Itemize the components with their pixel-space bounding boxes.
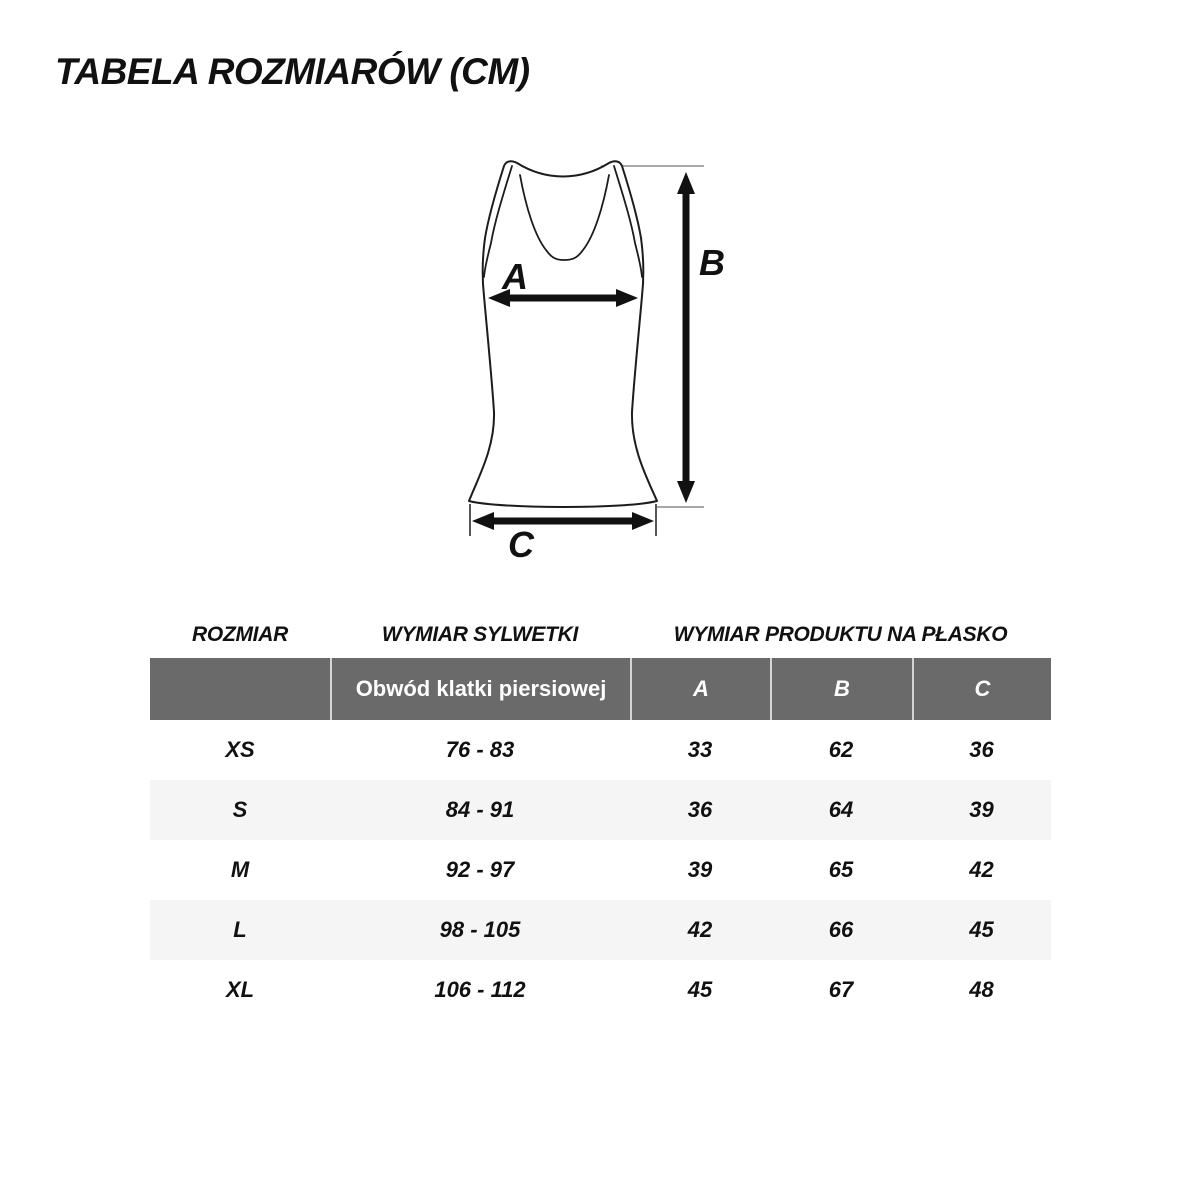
a-value: 45 bbox=[687, 977, 713, 1002]
c-value: 39 bbox=[969, 797, 994, 822]
chest-value: 76 - 83 bbox=[445, 737, 515, 762]
measurement-arrow-b bbox=[677, 172, 695, 503]
table-row-l bbox=[150, 900, 1051, 960]
table-row-m bbox=[150, 840, 1051, 900]
table-row-xl bbox=[150, 960, 1051, 1020]
group-header-wymiar-produktu: WYMIAR PRODUKTU NA PŁASKO bbox=[673, 623, 1008, 646]
table-header-row bbox=[150, 658, 1051, 720]
a-value: 36 bbox=[687, 797, 713, 822]
b-value: 67 bbox=[828, 977, 854, 1002]
a-value: 33 bbox=[687, 737, 713, 762]
tank-top-measurement-diagram bbox=[430, 140, 750, 575]
c-value: 36 bbox=[969, 737, 994, 762]
b-value: 62 bbox=[828, 737, 854, 762]
size-label: M bbox=[230, 857, 250, 882]
b-value: 64 bbox=[828, 797, 854, 822]
header-cell-a: A bbox=[630, 658, 770, 720]
size-label: XS bbox=[225, 737, 255, 762]
c-value: 45 bbox=[969, 917, 994, 942]
chest-value: 98 - 105 bbox=[439, 917, 521, 942]
chest-value: 84 - 91 bbox=[445, 797, 515, 822]
table-group-header-row bbox=[150, 612, 1051, 658]
b-value: 66 bbox=[828, 917, 854, 942]
diagram-label-c: C bbox=[508, 524, 534, 565]
header-cell-b: B bbox=[770, 658, 912, 720]
header-cell-c: C bbox=[912, 658, 1051, 720]
size-label: XL bbox=[225, 977, 255, 1002]
a-value: 42 bbox=[687, 917, 713, 942]
b-value: 65 bbox=[828, 857, 854, 882]
c-value: 42 bbox=[969, 857, 994, 882]
chest-value: 106 - 112 bbox=[434, 977, 526, 1002]
diagram-label-b: B bbox=[699, 242, 725, 283]
group-header-wymiar-sylwetki: WYMIAR SYLWETKI bbox=[381, 623, 579, 646]
table-row-s bbox=[150, 780, 1051, 840]
size-label: S bbox=[232, 797, 248, 822]
page-title: TABELA ROZMIARÓW (CM) bbox=[55, 51, 530, 92]
measurement-arrow-c bbox=[472, 512, 654, 530]
group-header-rozmiar: ROZMIAR bbox=[192, 623, 288, 646]
diagram-label-a: A bbox=[502, 256, 528, 297]
header-cell-chest: Obwód klatki piersiowej bbox=[330, 658, 630, 720]
size-label: L bbox=[233, 917, 247, 942]
chest-value: 92 - 97 bbox=[445, 857, 515, 882]
header-cell-empty bbox=[150, 658, 330, 720]
c-value: 48 bbox=[969, 977, 994, 1002]
table-row-xs bbox=[150, 720, 1051, 780]
size-table bbox=[150, 612, 1051, 1020]
a-value: 39 bbox=[687, 857, 713, 882]
